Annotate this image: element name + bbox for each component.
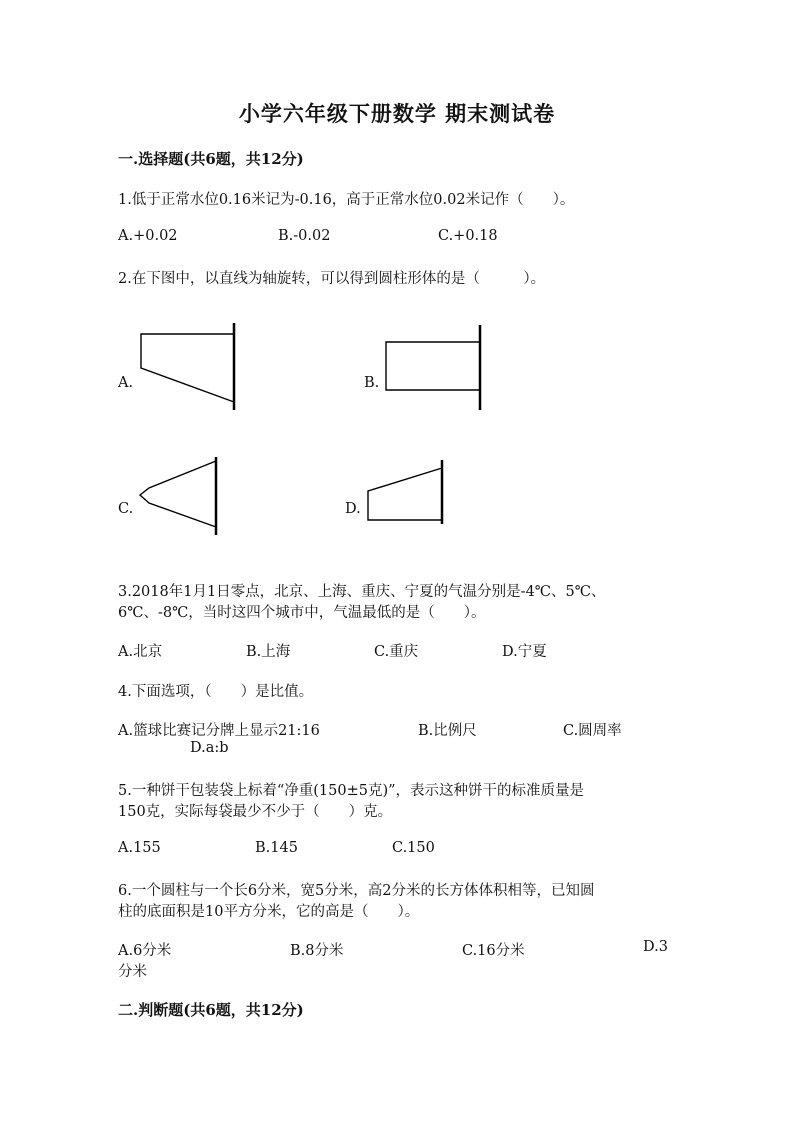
q1-option-c: C.+0.18 <box>438 228 498 244</box>
q2-option-a-label: A. <box>118 375 134 391</box>
q1-option-b: B.-0.02 <box>278 228 331 244</box>
q2-option-c-label: C. <box>118 501 134 517</box>
q2-option-b-label: B. <box>364 375 380 391</box>
q6-option-d: D.3 <box>643 939 668 955</box>
q6-option-a: A.6分米 <box>118 943 172 959</box>
question-3-line-1: 3.2018年1月1日零点，北京、上海、重庆、宁夏的气温分别是-4℃、5℃、 <box>118 584 606 600</box>
figure-c-trapezoid <box>135 455 225 537</box>
figure-b-rectangle <box>380 322 490 417</box>
q4-option-b: B.比例尺 <box>418 723 477 739</box>
q5-option-c: C.150 <box>392 840 435 856</box>
q3-option-c: C.重庆 <box>374 644 419 660</box>
page-title: 小学六年级下册数学 期末测试卷 <box>238 101 556 126</box>
q6-option-d-wrap: 分米 <box>118 964 147 980</box>
q2-option-d-label: D. <box>345 501 361 517</box>
question-6-line-2: 柱的底面积是10平方分米，它的高是（ ）。 <box>118 904 420 920</box>
question-3-line-2: 6℃、-8℃，当时这四个城市中，气温最低的是（ ）。 <box>118 605 486 621</box>
question-4-text: 4.下面选项，（ ）是比值。 <box>118 684 314 700</box>
q6-option-b: B.8分米 <box>290 943 344 959</box>
q4-option-c: C.圆周率 <box>563 723 622 739</box>
question-2-text: 2.在下图中，以直线为轴旋转，可以得到圆柱形体的是（ ）。 <box>118 271 546 287</box>
question-1-text: 1.低于正常水位0.16米记为-0.16，高于正常水位0.02米记作（ ）。 <box>118 192 575 208</box>
figure-a-trapezoid <box>130 320 250 415</box>
q3-option-a: A.北京 <box>118 644 163 660</box>
q1-option-a: A.+0.02 <box>118 228 178 244</box>
q4-option-a: A.篮球比赛记分牌上显示21:16 <box>118 723 320 739</box>
q6-option-c: C.16分米 <box>462 943 525 959</box>
q3-option-b: B.上海 <box>246 644 291 660</box>
section-heading-choice: 一.选择题(共6题，共12分) <box>118 150 304 168</box>
q3-option-d: D.宁夏 <box>502 644 547 660</box>
question-5-line-1: 5.一种饼干包装袋上标着“净重(150±5克)”，表示这种饼干的标准质量是 <box>118 783 585 799</box>
q4-option-d: D.a:b <box>190 740 229 756</box>
question-5-line-2: 150克，实际每袋最少不少于（ ）克。 <box>118 804 393 820</box>
question-6-line-1: 6.一个圆柱与一个长6分米，宽5分米，高2分米的长方体体积相等，已知圆 <box>118 883 595 899</box>
q5-option-b: B.145 <box>255 840 298 856</box>
q5-option-a: A.155 <box>118 840 161 856</box>
section-heading-judgement: 二.判断题(共6题，共12分) <box>118 1001 304 1019</box>
figure-d-trapezoid <box>362 458 452 526</box>
